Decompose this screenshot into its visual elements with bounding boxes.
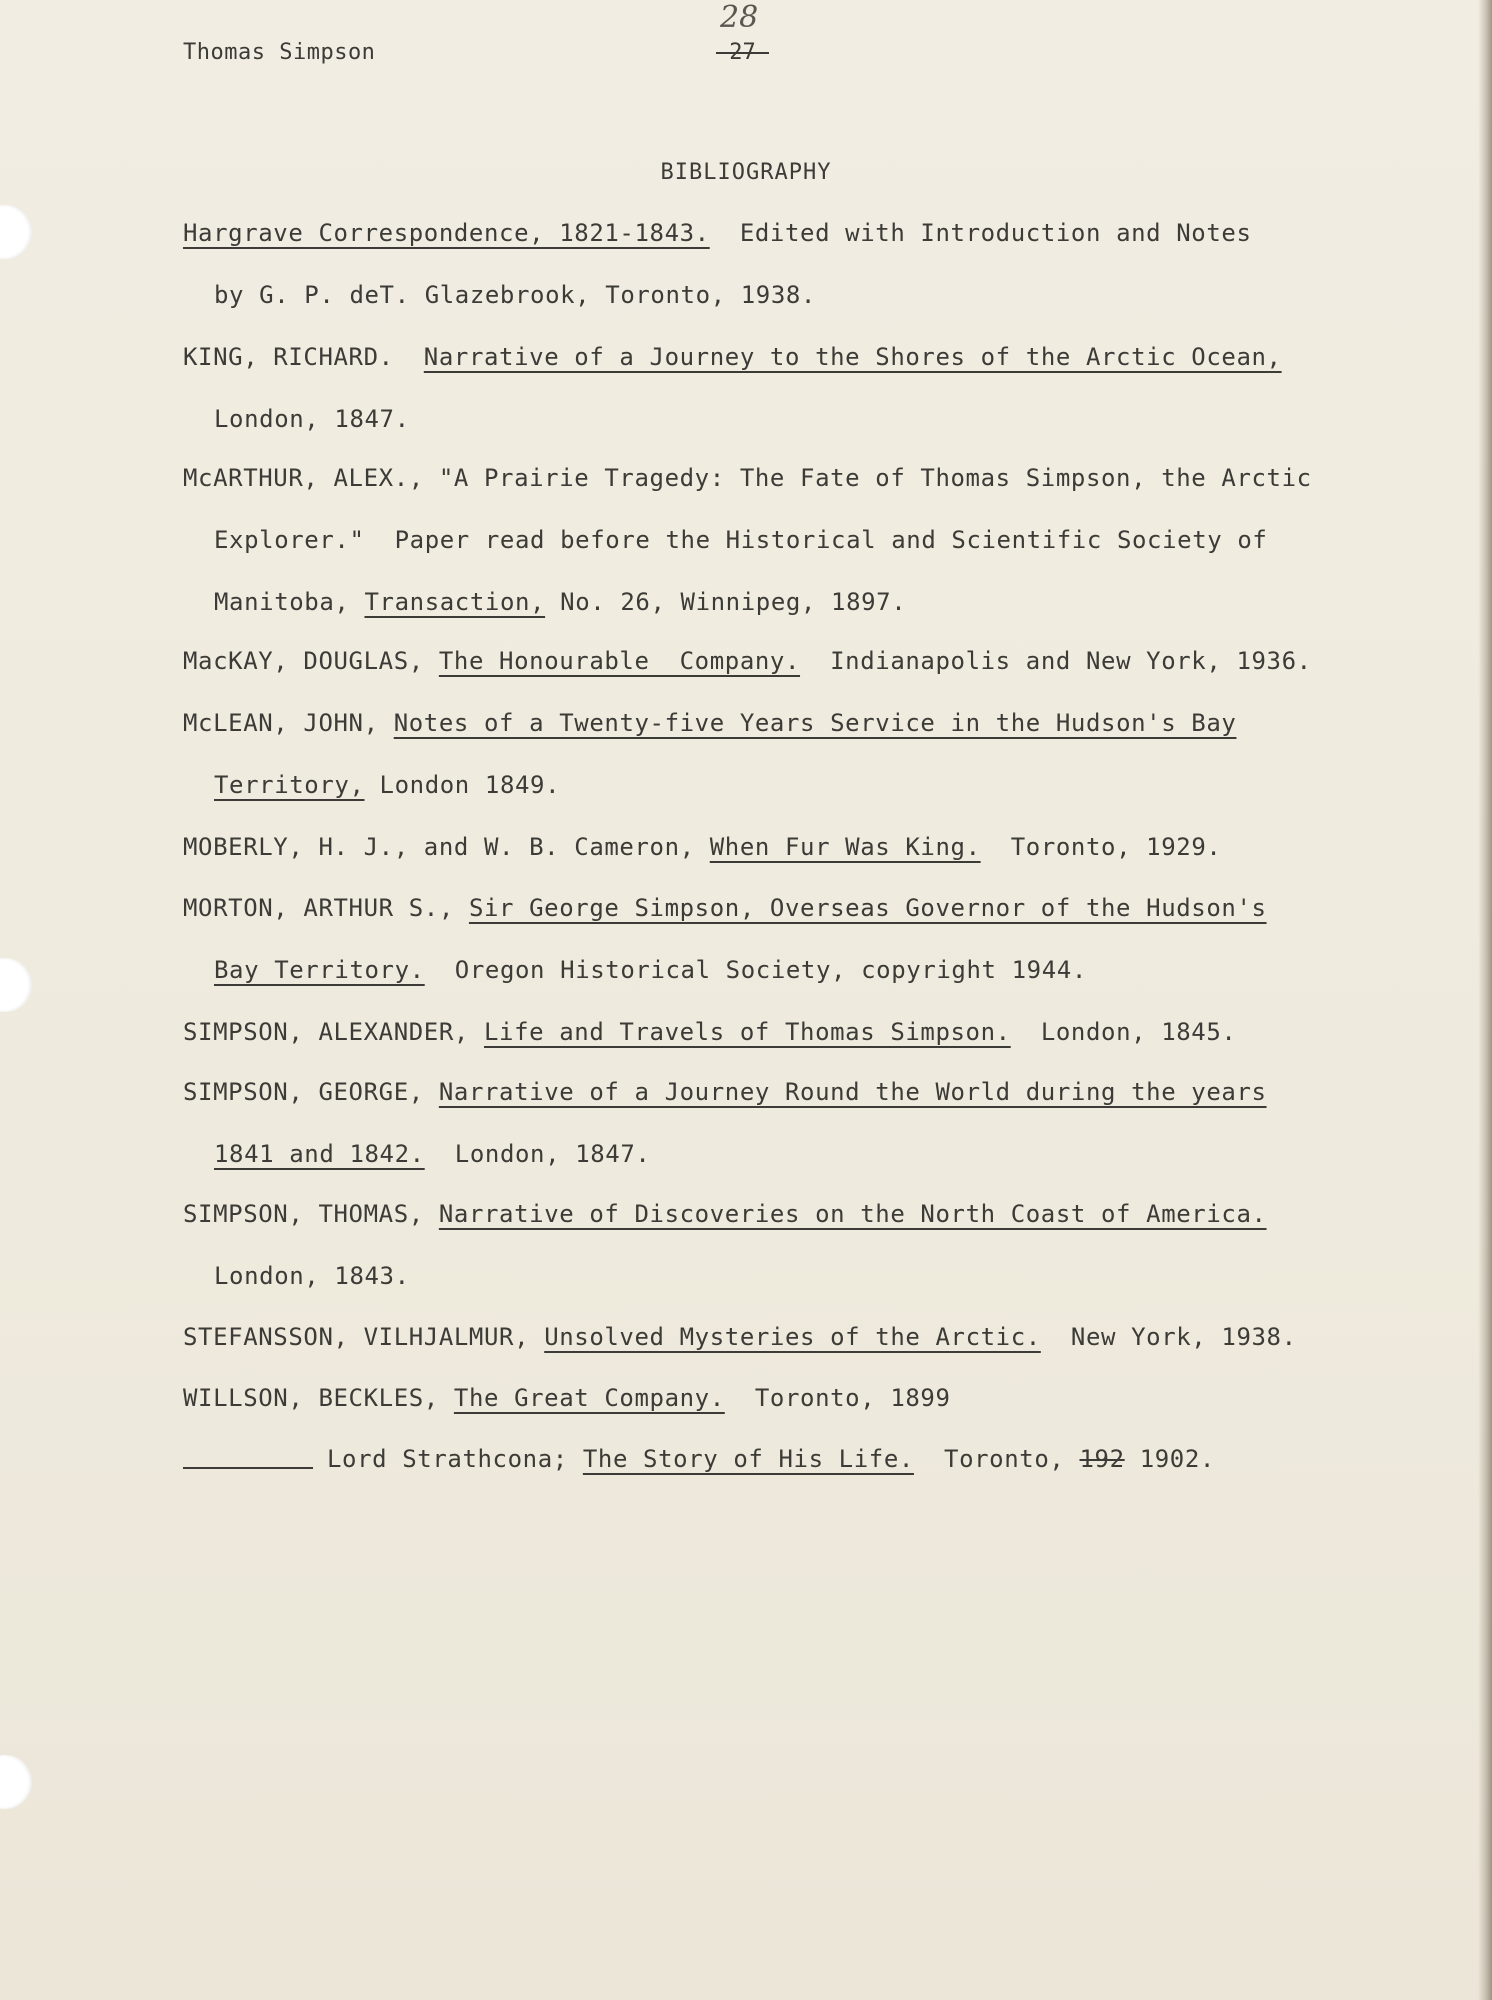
bib-entry-mackay [183,646,1312,676]
struck-year-fragment: 192 [1079,1445,1125,1473]
bib-entry-morton [183,893,1267,923]
entry-suffix: Indianapolis and New York, 1936. [800,647,1312,675]
entry-title: When Fur Was King. [709,833,981,861]
entry-suffix: Toronto, 1929. [980,833,1222,861]
binder-hole-bottom [0,1755,32,1809]
bib-entry-mcarthur [183,463,1312,493]
entry-suffix: London, 1847. [424,1140,651,1168]
entry-continuation: by G. P. deT. Glazebrook, Toronto, 1938. [214,281,816,309]
entry-prefix: KING, RICHARD. [183,343,424,371]
entry-prefix: MacKAY, DOUGLAS, [183,647,439,675]
entry-prefix: WILLSON, BECKLES, [183,1384,454,1412]
bib-entry-mclean-cont [214,770,560,800]
entry-suffix-year: 1902. [1124,1445,1215,1473]
bib-entry-simpson-george [183,1077,1267,1107]
binder-hole-middle [0,958,32,1012]
ditto-rule [183,1467,313,1469]
entry-suffix: Toronto, 1899 [724,1384,951,1412]
page-edge-shadow [1478,0,1492,2000]
entry-title: Sir George Simpson, Overseas Governor of the Hudson's [468,894,1267,922]
entry-prefix: SIMPSON, ALEXANDER, [183,1018,484,1046]
entry-suffix-place: Toronto, [913,1445,1080,1473]
bib-entry-hargrave [183,218,1252,248]
entry-prefix: Lord Strathcona; [327,1445,583,1473]
bib-entry-simpson-george-cont [214,1139,650,1169]
entry-title: Unsolved Mysteries of the Arctic. [544,1323,1041,1351]
entry-title: Narrative of Discoveries on the North Coast of America. [438,1200,1267,1228]
bib-entry-simpson-alexander [183,1017,1236,1047]
entry-title: The Story of His Life. [582,1445,914,1473]
entry-title: Narrative of a Journey to the Shores of the Arctic Ocean, [423,343,1282,371]
entry-prefix: McARTHUR, ALEX., "A Prairie Tragedy: The Fate of Thomas Simpson, the Arctic [183,464,1312,492]
bib-entry-strathcona [183,1444,1215,1474]
entry-prefix: Manitoba, [214,588,365,616]
entry-suffix: No. 26, Winnipeg, 1897. [545,588,907,616]
bib-entry-mclean [183,708,1236,738]
entry-prefix: MORTON, ARTHUR S., [183,894,469,922]
running-header-author: Thomas Simpson [183,40,376,65]
handwritten-page-number: 28 [720,0,759,35]
entry-title: Narrative of a Journey Round the World during the years [438,1078,1267,1106]
entry-prefix: SIMPSON, THOMAS, [183,1200,439,1228]
entry-prefix: MOBERLY, H. J., and W. B. Cameron, [183,833,710,861]
bib-entry-hargrave-cont [214,280,816,310]
entry-prefix: McLEAN, JOHN, [183,709,394,737]
page-title: BIBLIOGRAPHY [660,160,832,185]
entry-title: Bay Territory. [214,956,425,984]
entry-suffix: Edited with Introduction and Notes [709,219,1252,247]
bib-entry-king [183,342,1282,372]
bib-entry-morton-cont [214,955,1087,985]
entry-title: The Great Company. [453,1384,725,1412]
bib-entry-mcarthur-cont1 [214,525,1267,555]
entry-continuation: Explorer." Paper read before the Historical and Scientific Society of [214,526,1268,554]
entry-continuation: London, 1843. [214,1262,410,1290]
entry-title: 1841 and 1842. [214,1140,425,1168]
struck-page-number: -27- [716,40,769,65]
entry-title: Transaction, [364,588,546,616]
entry-suffix: Oregon Historical Society, copyright 1944. [424,956,1087,984]
entry-title: Hargrave Correspondence, 1821-1843. [183,219,710,247]
entry-prefix: SIMPSON, GEORGE, [183,1078,439,1106]
entry-title: The Honourable Company. [438,647,801,675]
bib-entry-moberly [183,832,1221,862]
entry-suffix: London 1849. [364,771,561,799]
entry-title: Life and Travels of Thomas Simpson. [483,1018,1011,1046]
entry-title: Notes of a Twenty-five Years Service in the Hudson's Bay [393,709,1237,737]
bib-entry-stefansson [183,1322,1297,1352]
entry-title: Territory, [214,771,365,799]
binder-hole-top [0,205,32,259]
bib-entry-simpson-thomas [183,1199,1267,1229]
entry-suffix: London, 1845. [1010,1018,1237,1046]
bib-entry-willson [183,1383,951,1413]
entry-continuation: London, 1847. [214,405,410,433]
entry-suffix: New York, 1938. [1040,1323,1297,1351]
bib-entry-mcarthur-cont2 [214,587,906,617]
bib-entry-king-cont [214,404,410,434]
entry-prefix: STEFANSSON, VILHJALMUR, [183,1323,545,1351]
bib-entry-simpson-thomas-cont [214,1261,410,1291]
